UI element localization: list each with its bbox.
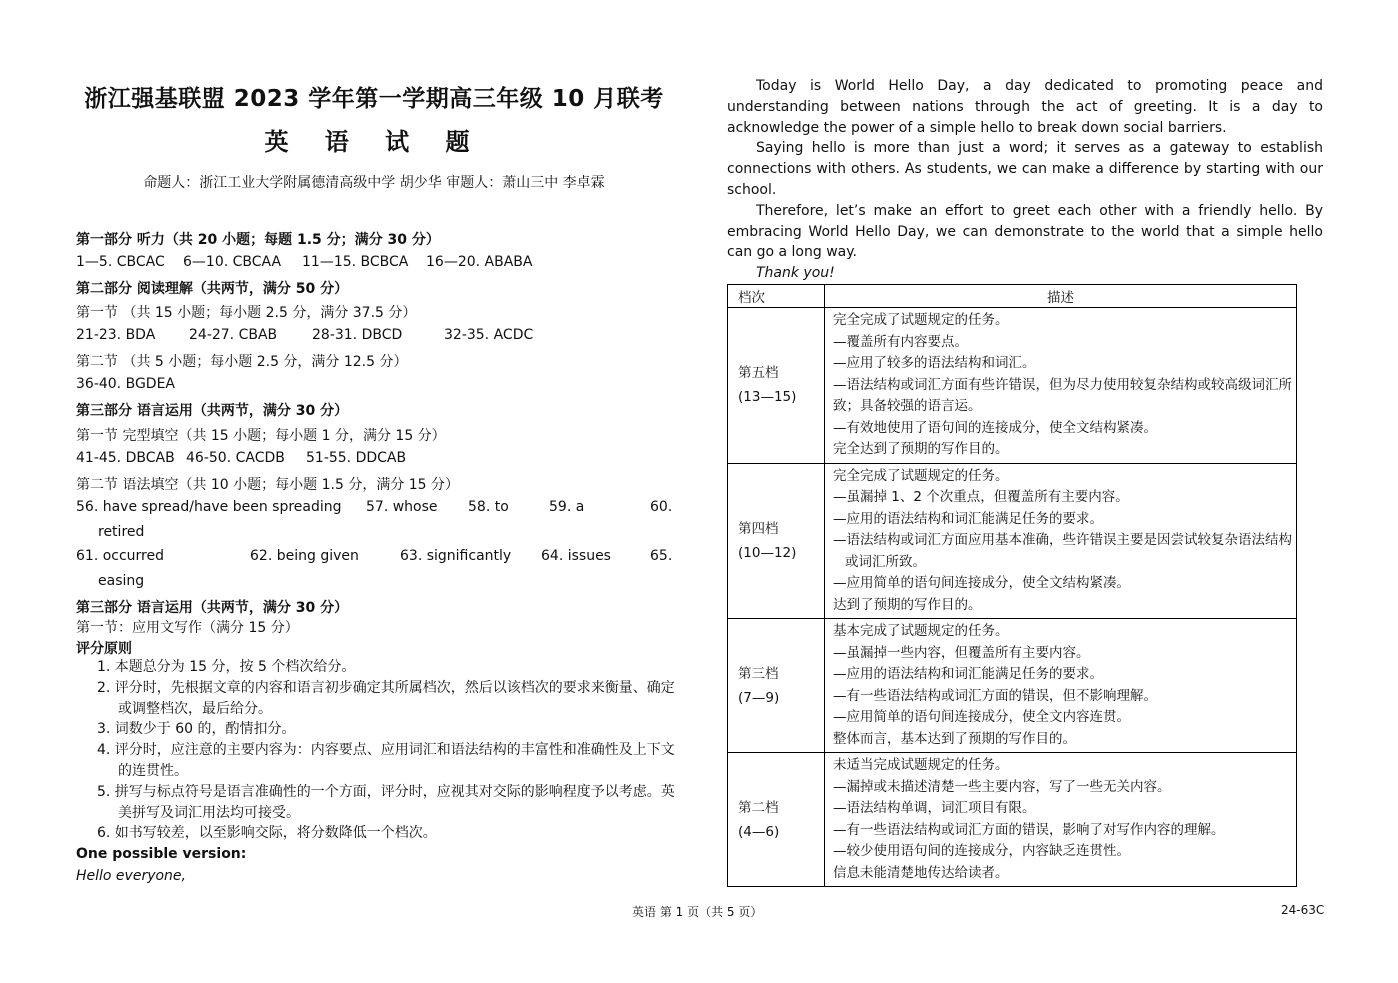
part2-section2-answers: 36-40. BGDEA — [76, 376, 175, 392]
answer-group: 46-50. CACDB — [186, 450, 285, 466]
grammar-answer: 60. — [650, 499, 673, 515]
description-line: 达到了预期的写作目的。 — [833, 596, 982, 613]
description-line: 整体而言，基本达到了预期的写作目的。 — [833, 730, 1076, 747]
answer-group: 1—5. CBCAC — [76, 254, 165, 270]
description-line: —虽漏掉一些内容，但覆盖所有主要内容。 — [833, 644, 1090, 661]
description-line: 完全完成了试题规定的任务。 — [833, 312, 1009, 328]
level-name: 第二档 — [738, 799, 779, 816]
part3-section1: 第一节 完型填空（共 15 小题；每小题 1 分，满分 15 分） — [76, 428, 446, 444]
table-row — [728, 463, 1297, 619]
description-line: —语法结构或词汇方面有些许错误，但为尽力使用较复杂结构或较高级词汇所致；具备较强的语言运。 — [833, 376, 1292, 414]
answer-group: 28-31. DBCD — [312, 327, 403, 343]
description-line: 未适当完成试题规定的任务。 — [833, 757, 1009, 773]
grammar-answer: 62. being given — [250, 548, 359, 564]
level-cell — [728, 753, 825, 887]
part3-section1-answers — [76, 450, 406, 466]
essay-paragraph: Therefore, let’s make an effort to greet each other with a friendly hello. By embracing World Hello Day, we can demonstrate to the world that a simple hello can go a long way. — [727, 202, 1323, 261]
answer-group: 41-45. DBCAB — [76, 450, 175, 466]
answer-group: 32-35. ACDC — [444, 327, 534, 343]
rule-item: 4. 评分时，应注意的主要内容为：内容要点、应用词汇和语法结构的丰富性和准确性及上下文的连贯性。 — [97, 742, 675, 779]
rule-item: 1. 本题总分为 15 分，按 5 个档次给分。 — [97, 659, 356, 675]
description-line: —语法结构单调，词汇项目有限。 — [833, 800, 1036, 816]
description-cell — [825, 308, 1297, 464]
level-range: (4—6) — [738, 823, 780, 840]
description-line: —覆盖所有内容要点。 — [833, 333, 968, 350]
part1-title: 第一部分 听力（共 20 小题；每题 1.5 分；满分 30 分） — [76, 232, 440, 248]
part3-section2: 第二节 语法填空（共 10 小题；每小题 1.5 分，满分 15 分） — [76, 477, 460, 493]
page-subtitle: 英 语 试 题 — [264, 128, 484, 156]
grammar-answer: 59. a — [549, 499, 585, 515]
grammar-row-2 — [76, 548, 672, 564]
description-cell — [825, 619, 1297, 753]
level-range: (7—9) — [738, 689, 780, 706]
grammar-answer: 65. — [650, 548, 673, 564]
description-line: —虽漏掉 1、2 个次重点，但覆盖所有主要内容。 — [833, 489, 1129, 505]
authors-line: 命题人：浙江工业大学附属德清高级中学 胡少华 审题人：萧山三中 李卓霖 — [143, 175, 605, 191]
description-cell — [825, 753, 1297, 887]
description-line: 完全达到了预期的写作目的。 — [833, 441, 1009, 457]
description-line: 完全完成了试题规定的任务。 — [833, 467, 1009, 484]
description-line: —应用的语法结构和词汇能满足任务的要求。 — [833, 666, 1103, 682]
answer-group: 6—10. CBCAA — [183, 254, 282, 270]
answer-group: 16—20. ABABA — [426, 254, 533, 270]
description-line: —应用了较多的语法结构和词汇。 — [833, 355, 1036, 371]
rule-item: 5. 拼写与标点符号是语言准确性的一个方面，评分时，应视其对交际的影响程度予以考虑。英美拼写及词汇用法均可接受。 — [97, 783, 675, 821]
part2-section1: 第一节 （共 15 小题；每小题 2.5 分，满分 37.5 分） — [76, 305, 417, 321]
part1-answers — [76, 254, 532, 270]
rule-item: 3. 词数少于 60 的，酌情扣分。 — [97, 721, 296, 738]
part4-section1: 第一节：应用文写作（满分 15 分） — [76, 620, 299, 636]
document-code: 24-63C — [1281, 903, 1325, 917]
answer-group: 21-23. BDA — [76, 327, 156, 343]
level-cell — [728, 308, 825, 464]
level-cell — [728, 463, 825, 619]
description-line: —漏掉或未描述清楚一些主要内容，写了一些无关内容。 — [833, 778, 1171, 795]
grading-table — [727, 284, 1297, 887]
page-title: 浙江强基联盟 2023 学年第一学期高三年级 10 月联考 — [84, 86, 664, 112]
table-row — [728, 308, 1297, 464]
table-row — [728, 753, 1297, 887]
part3-title: 第三部分 语言运用（共两节，满分 30 分） — [76, 403, 349, 419]
grammar-answer: 63. significantly — [400, 548, 512, 564]
version-title: One possible version: — [76, 846, 247, 862]
essay-paragraph: Saying hello is more than just a word; it serves as a gateway to establish connections with others. As students, we can make a difference by starting with our school. — [727, 140, 1323, 198]
part2-section2: 第二节 （共 5 小题；每小题 2.5 分，满分 12.5 分） — [76, 354, 408, 370]
description-line: —有效地使用了语句间的连接成分，使全文结构紧凑。 — [833, 419, 1157, 436]
description-line: —较少使用语句间的连接成分，内容缺乏连贯性。 — [833, 843, 1130, 859]
answer-group: 24-27. CBAB — [189, 327, 278, 343]
grammar-answer: 64. issues — [541, 548, 611, 564]
rules-title: 评分原则 — [76, 641, 132, 657]
grammar-answer: 58. to — [468, 499, 509, 515]
level-name: 第五档 — [738, 365, 779, 382]
part4-title: 第三部分 语言运用（共两节，满分 30 分） — [76, 600, 349, 616]
grammar-answer: 61. occurred — [76, 548, 165, 564]
answer-group: 51-55. DDCAB — [306, 450, 407, 466]
table-header-row — [728, 285, 1297, 308]
grammar-row-1-wrap: retired — [98, 524, 145, 540]
grading-rules — [97, 657, 687, 844]
essay-greeting: Hello everyone, — [76, 868, 186, 884]
part2-section1-answers — [76, 327, 533, 343]
sample-essay — [727, 76, 1323, 284]
description-line: 信息未能清楚地传达给读者。 — [833, 864, 1009, 881]
table-header-level: 档次 — [728, 285, 825, 308]
grammar-row-2-wrap: easing — [98, 573, 145, 589]
level-cell — [728, 619, 825, 753]
level-range: (13—15) — [738, 389, 797, 406]
description-line: 基本完成了试题规定的任务。 — [833, 623, 1009, 639]
description-line: —应用简单的语句间连接成分，使全文结构紧凑。 — [833, 575, 1130, 591]
level-name: 第四档 — [738, 520, 779, 537]
description-line: —应用简单的语句间连接成分，使全文内容连贯。 — [833, 709, 1130, 725]
essay-closing: Thank you! — [756, 265, 835, 282]
description-line: —应用的语法结构和词汇能满足任务的要求。 — [833, 510, 1103, 527]
description-cell — [825, 463, 1297, 619]
part2-title: 第二部分 阅读理解（共两节，满分 50 分） — [76, 281, 349, 297]
essay-paragraph: Today is World Hello Day, a day dedicated to promoting peace and understanding between nations through the act of greeting. It is a day to acknowledge the power of a simple hello to break down social barriers. — [727, 78, 1323, 136]
rule-item: 6. 如书写较差，以至影响交际，将分数降低一个档次。 — [97, 825, 437, 842]
grammar-row-1 — [76, 499, 672, 515]
page-footer: 英语 第 1 页（共 5 页） — [632, 905, 763, 919]
table-header-description: 描述 — [825, 285, 1297, 308]
rule-item: 2. 评分时，先根据文章的内容和语言初步确定其所属档次，然后以该档次的要求来衡量、确定或调整档次，最后给分。 — [97, 679, 675, 717]
grammar-answer: 56. have spread/have been spreading — [76, 499, 342, 515]
description-line: —有一些语法结构或词汇方面的错误，但不影响理解。 — [833, 687, 1157, 704]
answer-group: 11—15. BCBCA — [302, 254, 409, 270]
table-row — [728, 619, 1297, 753]
grammar-answer: 57. whose — [366, 499, 438, 515]
description-line: —有一些语法结构或词汇方面的错误，影响了对写作内容的理解。 — [833, 821, 1225, 838]
level-range: (10—12) — [738, 544, 797, 561]
description-line: —语法结构或词汇方面应用基本准确，些许错误主要是因尝试较复杂语法结构或词汇所致。 — [833, 532, 1292, 570]
level-name: 第三档 — [738, 665, 779, 682]
